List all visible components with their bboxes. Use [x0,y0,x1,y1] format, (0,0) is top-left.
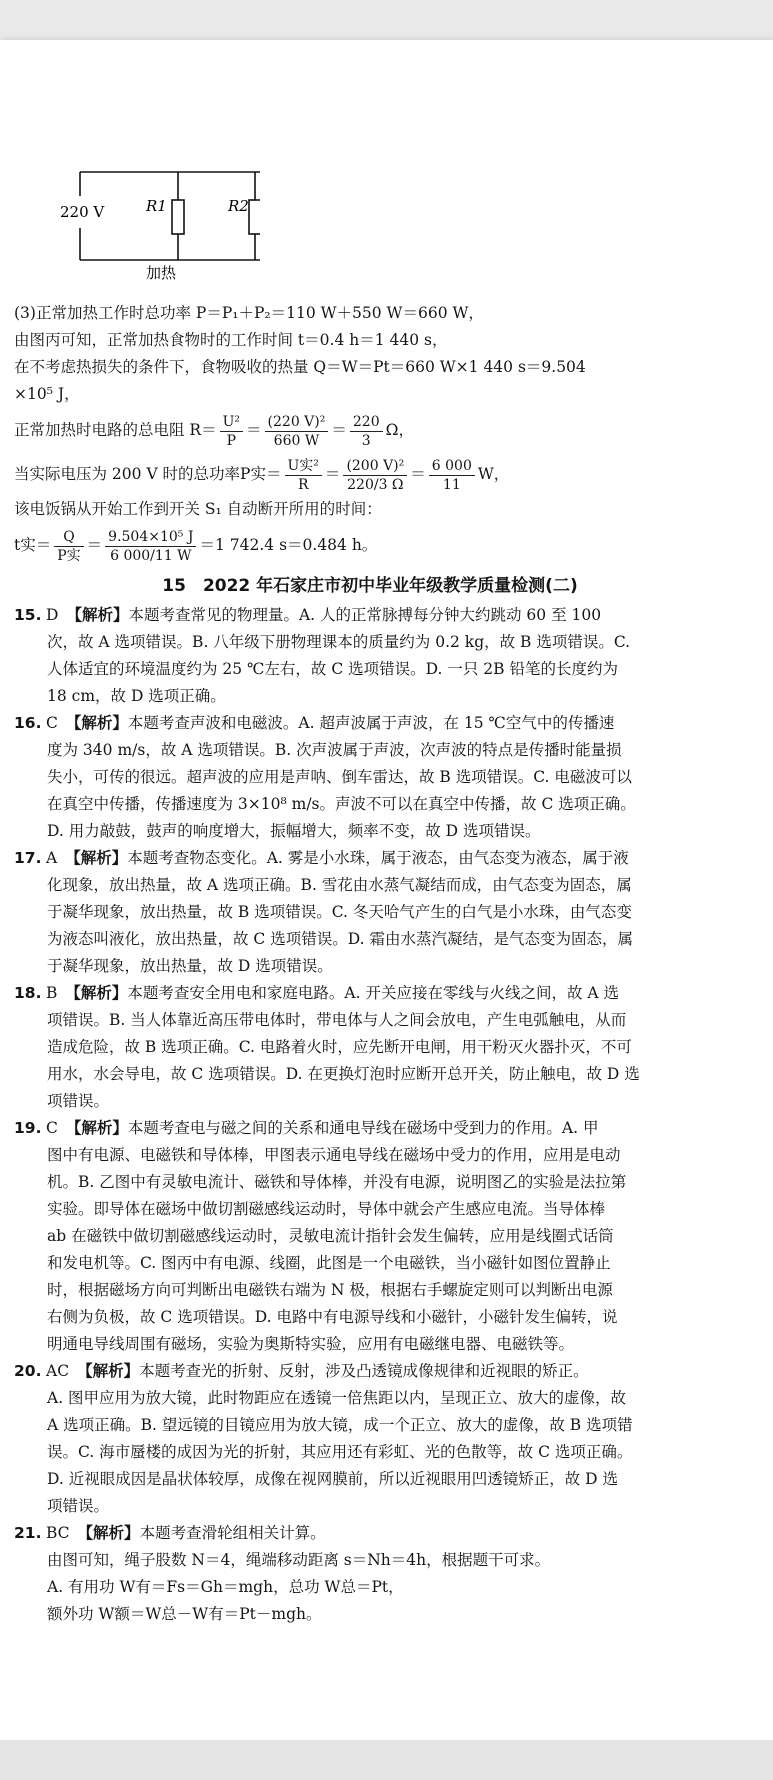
formula1-suffix: Ω， [385,421,414,439]
answer-line [14,1304,726,1331]
solution-content [14,300,726,1628]
answer-text: 图中有电源、电磁铁和导体棒，甲图表示通电导线在磁场中受力的作用，应用是电动 [47,1146,621,1164]
analysis-tag: 【解析】 [77,1524,140,1542]
analysis-tag: 【解析】 [65,714,128,732]
denominator: P实 [57,547,81,564]
answer-text: 本题考查安全用电和家庭电路。A. 开关应接在零线与火线之间，故 A 选 [127,984,620,1002]
answer-text: 18 cm，故 D 选项正确。 [47,687,226,705]
formula3-prefix: t实＝ [14,536,52,554]
numerator: Q [54,528,83,547]
answer-text: 用水，水会导电，故 C 选项错误。D. 在更换灯泡时应断开总开关，防止触电，故 D 选 [47,1065,640,1083]
answer-text: 明通电导线周围有磁场，实验为奥斯特实验，应用有电磁继电器、电磁铁等。 [47,1335,575,1353]
answer-line [14,980,726,1007]
question-number: 20. [14,1362,42,1380]
section-title: 15 2022 年石家庄市初中毕业年级教学质量检测(二) [162,576,578,596]
answer-line [14,1169,726,1196]
r2-label: R2 [228,197,249,215]
formula2-suffix: W， [477,465,510,483]
analysis-tag: 【解析】 [77,1362,140,1380]
denominator: 220/3 Ω [347,476,404,493]
answer-line [14,1385,726,1412]
r1-label: R1 [146,197,167,215]
circuit-diagram [60,160,260,280]
pre-lines [14,300,726,408]
answer-line [14,1277,726,1304]
answer-line [14,1142,726,1169]
answer-text: 项错误。 [47,1497,110,1515]
answer-line [14,845,726,872]
answer-text: 于凝华现象，放出热量，故 B 选项错误。C. 冬天哈气产生的白气是小水珠，由气态变 [47,903,632,921]
answer-block [14,1358,726,1520]
formula-power: 当实际电压为 200 V 时的总功率P实＝ $\frac{\text{U实²}}{R}$ ＝ $\frac{\text{(200 V)²}}{220/3 \Omega}$ ＝ $\frac{6 000}{11}$ W， [14,457,510,493]
answer-choice: D [46,606,59,624]
answer-block [14,845,726,980]
text-line: 由图丙可知，正常加热食物时的工作时间 t＝0.4 h＝1 440 s， [14,331,448,349]
answer-text: 项错误。B. 当人体靠近高压带电体时，带电体与人之间会放电，产生电弧触电，从而 [47,1011,627,1029]
analysis-tag: 【解析】 [65,1119,128,1137]
answer-line [14,1223,726,1250]
answer-text: 时，根据磁场方向可判断出电磁铁右端为 N 极，根据右手螺旋定则可以判断出电源 [47,1281,613,1299]
answer-text: 本题考查滑轮组相关计算。 [139,1524,326,1542]
text-line: (3)正常加热工作时总功率 P＝P₁＋P₂＝110 W＋550 W＝660 W， [14,304,484,322]
question-number: 16. [14,714,42,732]
answer-text: 额外功 W额＝W总－W有＝Pt－mgh。 [47,1605,322,1623]
question-number: 17. [14,849,42,867]
answer-line [14,1439,726,1466]
answer-line [14,1331,726,1358]
answer-block [14,980,726,1115]
numerator: (200 V)² [343,457,407,476]
answer-line [14,1061,726,1088]
answer-line [14,1007,726,1034]
answer-line [14,1574,726,1601]
answer-line [14,926,726,953]
page-bottom-margin [0,1740,773,1780]
answer-line [14,1196,726,1223]
answer-line [14,791,726,818]
answer-text: D. 近视眼成因是晶状体较厚，成像在视网膜前，所以近视眼用凹透镜矫正，故 D 选 [47,1470,619,1488]
answer-text: 度为 340 m/s，故 A 选项错误。B. 次声波属于声波，次声波的特点是传播时能量损 [47,741,622,759]
answer-text: 本题考查常见的物理量。A. 人的正常脉搏每分钟大约跳动 60 至 100 [128,606,602,624]
voltage-label: 220 V [60,203,105,221]
answer-line [14,818,726,845]
formula1-prefix: 正常加热时电路的总电阻 R＝ [14,421,217,439]
answer-text: 次，故 A 选项错误。B. 八年级下册物理课本的质量约为 0.2 kg，故 B 选项错误。C. [47,633,631,651]
answer-line [14,872,726,899]
answer-block [14,710,726,845]
numerator: U实² [285,457,322,476]
answer-text: 机。B. 乙图中有灵敏电流计、磁铁和导体棒，并没有电源，说明图乙的实验是法拉第 [47,1173,627,1191]
denominator: 3 [361,432,371,449]
numerator: 6 000 [429,457,475,476]
answer-line [14,1466,726,1493]
analysis-tag: 【解析】 [66,606,129,624]
answer-text: 本题考查物态变化。A. 雾是小水珠，属于液态，由气态变为液态，属于液 [127,849,629,867]
formula-resistance: 正常加热时电路的总电阻 R＝ $\frac{\text{U²}}{P}$ ＝ $\frac{\text{(220 V)²}}{660 W}$ ＝ $\frac{220}{3}$ Ω， [14,413,414,449]
numerator: 9.504×10⁵ J [105,528,196,547]
answer-block [14,1115,726,1358]
answer-line [14,710,726,737]
answer-line [14,1250,726,1277]
fraction [220,413,243,450]
answer-text: 项错误。 [47,1092,110,1110]
fraction [350,413,383,450]
answer-line [14,764,726,791]
analysis-tag: 【解析】 [65,849,128,867]
answer-choice: C [46,714,58,732]
answer-choice: BC [46,1524,70,1542]
answer-text: 化现象，放出热量，故 A 选项正确。B. 雪花由水蒸气凝结而成，由气态变为固态，属 [47,876,632,894]
analysis-tag: 【解析】 [65,984,128,1002]
question-number: 21. [14,1524,42,1542]
answer-text: 由图可知，绳子股数 N＝4，绳端移动距离 s＝Nh＝4h，根据题干可求。 [47,1551,551,1569]
fraction [265,413,329,450]
answer-line [14,953,726,980]
answer-text: 右侧为负极，故 C 选项错误。D. 电路中有电源导线和小磁针，小磁针发生偏转，说 [47,1308,618,1326]
answer-line [14,1034,726,1061]
answer-text: 和发电机等。C. 图丙中有电源、线圈，此图是一个电磁铁，当小磁针如图位置静止 [47,1254,611,1272]
denominator: P [226,432,237,449]
denominator: R [297,476,309,493]
answer-text: A 选项正确。B. 望远镜的目镜应用为放大镜，成一个正立、放大的虚像，故 B 选项错 [47,1416,633,1434]
answer-line [14,1520,726,1547]
answer-text: 于凝华现象，放出热量，故 D 选项错误。 [47,957,333,975]
answer-text: 本题考查声波和电磁波。A. 超声波属于声波，在 15 ℃空气中的传播速 [127,714,615,732]
answer-line [14,683,726,710]
question-list [14,602,726,1628]
formula-time: t实＝ $\frac{Q}{\text{P实}}$ ＝ $\frac{\text{9.504×10⁵ J}}{6 000/11 W}$ ＝1 742.4 s＝0.484 h。 [14,528,378,564]
answer-line [14,656,726,683]
answer-line [14,1547,726,1574]
answer-text: 实验。即导体在磁场中做切割磁感线运动时，导体中就会产生感应电流。当导体棒 [47,1200,606,1218]
answer-line [14,1493,726,1520]
denominator: 660 W [273,432,320,449]
text-line: ×10⁵ J， [14,385,80,403]
answer-line [14,1601,726,1628]
denominator: 6 000/11 W [110,547,192,564]
question-number: 18. [14,984,42,1002]
fraction [54,528,83,565]
formula2-prefix: 当实际电压为 200 V 时的总功率P实＝ [14,465,282,483]
answer-text: 本题考查电与磁之间的关系和通电导线在磁场中受到力的作用。A. 甲 [127,1119,599,1137]
numerator: 220 [350,413,383,432]
answer-text: 为液态叫液化，放出热量，故 C 选项错误。D. 霜由水蒸汽凝结，是气态变为固态，属 [47,930,633,948]
answer-line [14,737,726,764]
answer-text: A. 图甲应用为放大镜，此时物距应在透镜一倍焦距以内，呈现正立、放大的虚像，故 [47,1389,627,1407]
answer-choice: AC [46,1362,70,1380]
formula-time-intro: 该电饭锅从开始工作到开关 S₁ 自动断开所用的时间： [14,500,382,518]
question-number: 15. [14,606,42,624]
answer-line [14,1358,726,1385]
answer-text: ab 在磁铁中做切割磁感线运动时，灵敏电流计指针会发生偏转，应用是线圈式话筒 [47,1227,614,1245]
answer-text: 误。C. 海市蜃楼的成因为光的折射，其应用还有彩虹、光的色散等，故 C 选项正确。 [47,1443,633,1461]
question-number: 19. [14,1119,42,1137]
answer-choice: B [46,984,58,1002]
formula3-suffix: ＝1 742.4 s＝0.484 h。 [199,536,378,554]
answer-line [14,1115,726,1142]
numerator: U² [220,413,243,432]
fraction [285,457,322,494]
answer-text: 失小，可传的很远。超声波的应用是声呐、倒车雷达，故 B 选项错误。C. 电磁波可以 [47,768,632,786]
answer-line [14,1088,726,1115]
answer-text: 本题考查光的折射、反射，涉及凸透镜成像规律和近视眼的矫正。 [139,1362,589,1380]
heat-label: 加热 [146,264,177,280]
answer-line [14,1412,726,1439]
fraction [343,457,407,494]
answer-text: A. 有用功 W有＝Fs＝Gh＝mgh，总功 W总＝Pt， [47,1578,404,1596]
denominator: 11 [442,476,461,493]
answer-text: 造成危险，故 B 选项正确。C. 电路着火时，应先断开电闸，用干粉灭火器扑灭，不可 [47,1038,632,1056]
fraction [105,528,196,565]
answer-line [14,629,726,656]
numerator: (220 V)² [265,413,329,432]
fraction [429,457,475,494]
answer-choice: C [46,1119,58,1137]
text-line: 在不考虑热损失的条件下，食物吸收的热量 Q＝W＝Pt＝660 W×1 440 s＝9.504 [14,358,586,376]
answer-block [14,602,726,710]
answer-line [14,602,726,629]
answer-text: 人体适宜的环境温度约为 25 ℃左右，故 C 选项错误。D. 一只 2B 铅笔的长度约为 [47,660,618,678]
answer-line [14,899,726,926]
answer-text: 在真空中传播，传播速度为 3×10⁸ m/s。声波不可以在真空中传播，故 C 选项正确。 [47,795,636,813]
answer-choice: A [46,849,58,867]
answer-block [14,1520,726,1628]
answer-text: D. 用力敲鼓，鼓声的响度增大，振幅增大，频率不变，故 D 选项错误。 [47,822,541,840]
